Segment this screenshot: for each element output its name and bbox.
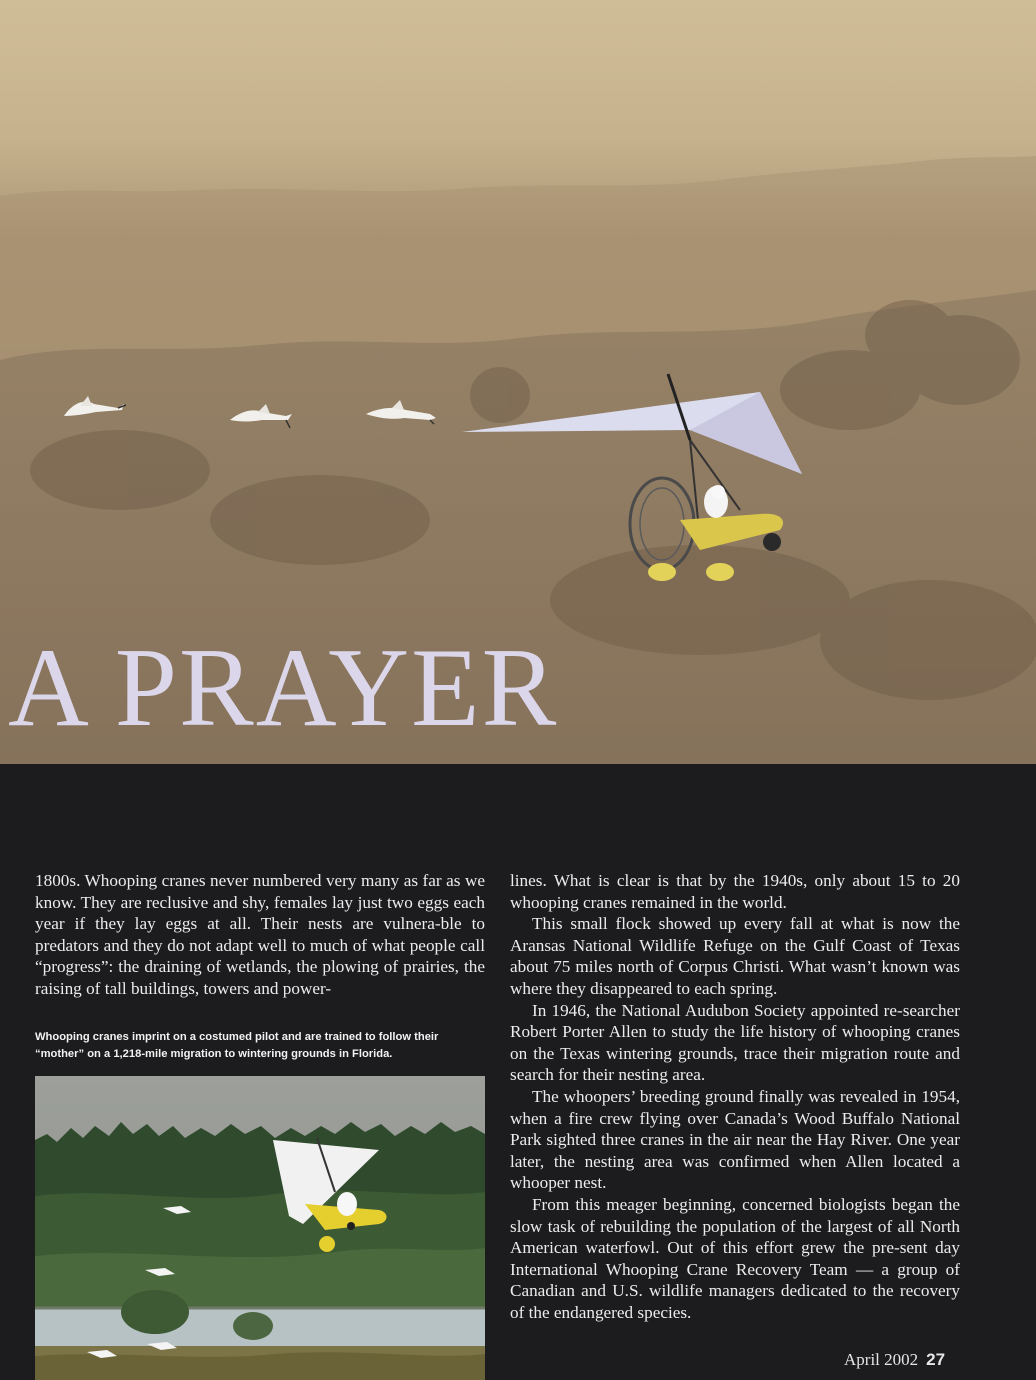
page-number: 27 <box>926 1350 946 1369</box>
right-paragraph-1: lines. What is clear is that by the 1940s, only about 15 to 20 whooping cranes remained in the world. <box>510 871 960 912</box>
issue-date: April 2002 <box>844 1350 919 1369</box>
inset-photo <box>35 1076 485 1380</box>
page-footer <box>844 1350 945 1370</box>
headline: A PRAYER <box>8 626 559 750</box>
right-paragraph-3: In 1946, the National Audubon Society appointed re-searcher Robert Porter Allen to study the life history of whooping cranes on the Texas wintering grounds, trace their migration route and search for their nesting area. <box>510 1000 960 1085</box>
right-paragraph-5: From this meager beginning, concerned biologists began the slow task of rebuilding the population of the largest of all North American waterfowl. Out of this effort grew the pre-sent day International Whooping Crane Recovery Team — a group of Canadian and U.S. wildlife managers dedicated to the recovery of the endangered species. <box>510 1194 960 1322</box>
inset-photo-scene <box>35 1076 485 1380</box>
left-paragraph-1: 1800s. Whooping cranes never numbered very many as far as we know. They are reclusive and shy, females lay just two eggs each year if they lay eggs at all. Their nests are vulnera-ble to predators and they do not adapt well to much of what people call “progress”: the draining of wetlands, the plowing of prairies, the raising of tall buildings, towers and power- <box>35 871 485 998</box>
right-paragraph-2: This small flock showed up every fall at what is now the Aransas National Wildlife Refuge on the Gulf Coast of Texas about 75 miles north of Corpus Christi. What wasn’t known was where they disappeared to each spring. <box>510 914 960 998</box>
left-column <box>35 870 485 1000</box>
right-paragraph-4: The whoopers’ breeding ground finally was revealed in 1954, when a fire crew flying over Canada’s Wood Buffalo National Park sighted three cranes in the air near the Hay River. One year later, the nesting area was confirmed when Allen located a whooper nest. <box>510 1086 960 1193</box>
photo-caption: Whooping cranes imprint on a costumed pilot and are trained to follow their “mother” on a 1,218-mile migration to wintering grounds in Florida. <box>35 1031 439 1060</box>
right-column <box>510 870 960 1323</box>
